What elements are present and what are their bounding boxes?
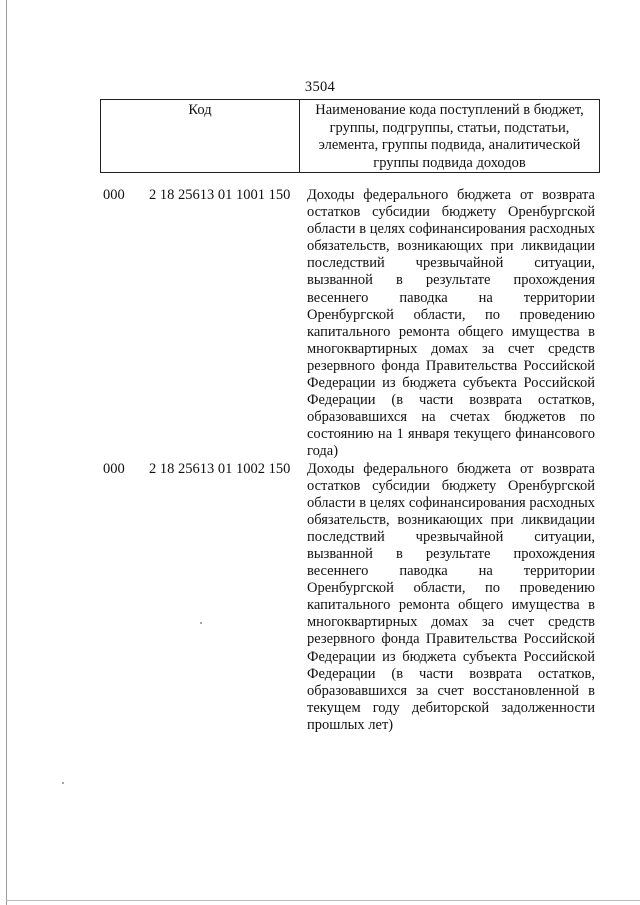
page-number: 3504: [304, 79, 336, 95]
income-description: Доходы федерального бюджета от возврата остатков субсидии бюджету Оренбургской области в целях софинансирования расходных обязательств, возникающих при ликвидации последствий чрезвычайной ситуации, вызванной в результате прохождения весеннего паводка на территории Оренбургской области, по проведению капитального ремонта общего имущества в многоквартирных домах за счет средств резервного фонда Правительства Российской Федерации из бюджета субъекта Российской Федерации (в части возврата остатков, образовавшихся за счет восстановленной в текущем году дебиторской задолженности прошлых лет): [307, 460, 595, 733]
scan-edge-left: [6, 0, 7, 905]
header-table: [100, 99, 600, 173]
table-row: [100, 187, 600, 461]
entries-list: [100, 187, 600, 734]
name-column-header: Наименование кода поступлений в бюджет, группы, подгруппы, статьи, подстатьи, элемента, группы подвида, аналитической группы подвида доходов: [300, 100, 600, 173]
kbk-code: 2 18 25613 01 1001 150: [149, 187, 291, 203]
code-column-header: Код: [101, 100, 300, 173]
admin-code: 000: [103, 460, 125, 477]
kbk-code: 2 18 25613 01 1002 150: [149, 460, 291, 477]
scan-speck: [62, 782, 64, 784]
admin-code: 000: [103, 187, 125, 203]
header-row: [101, 100, 600, 173]
table-row: [100, 461, 600, 735]
income-description: Доходы федерального бюджета от возврата остатков субсидии бюджету Оренбургской области в целях софинансирования расходных обязательств, возникающих при ликвидации последствий чрезвычайной ситуации, вызванной в результате прохождения весеннего паводка на территории Оренбургской области, по проведению капитального ремонта общего имущества в многоквартирных домах за счет средств резервного фонда Правительства Российской Федерации из бюджета субъекта Российской Федерации (в части возврата остатков, образовавшихся на счетах бюджетов по состоянию на 1 января текущего финансового года): [307, 187, 595, 460]
scan-edge-bottom: [6, 900, 640, 901]
